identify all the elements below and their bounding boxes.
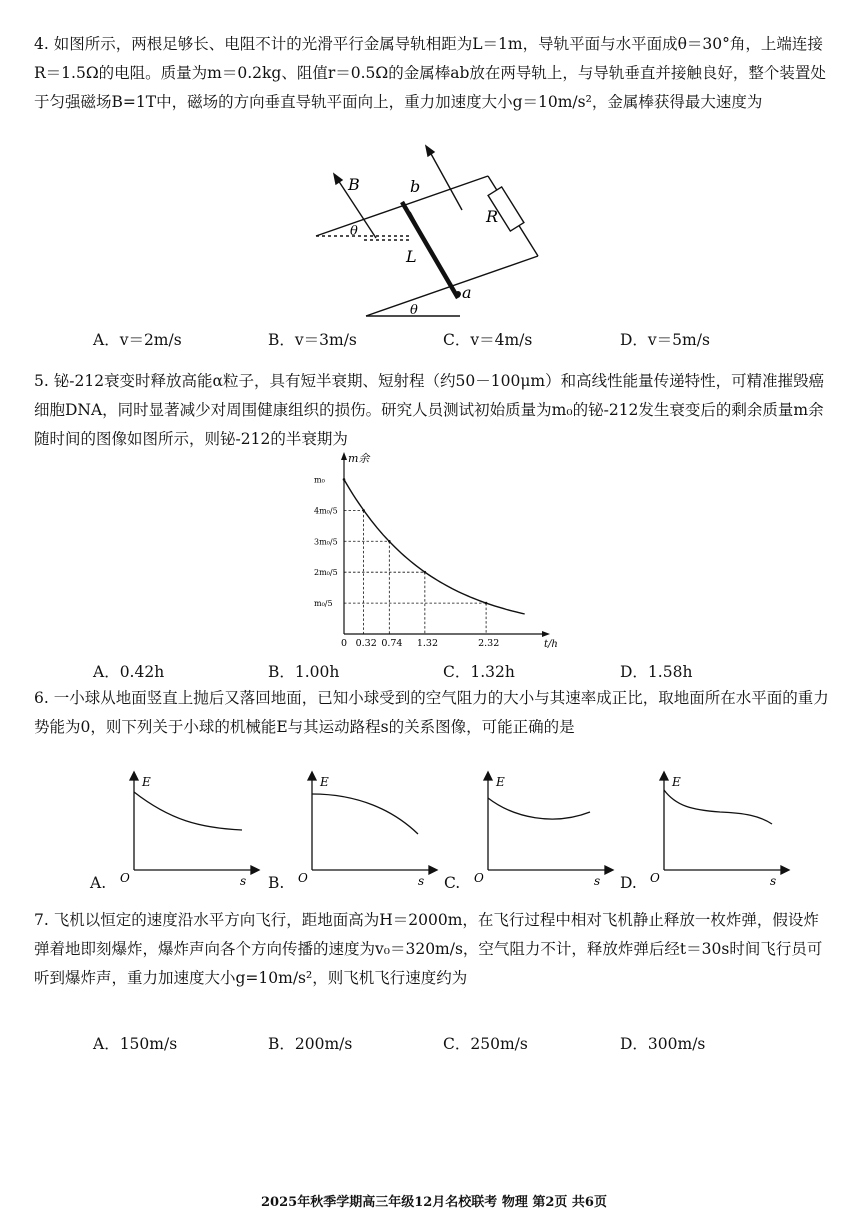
question-7-stem: 飞机以恒定的速度沿水平方向飞行，距地面高为H＝2000m，在飞行过程中相对飞机静止释放一枚炸弹，假设炸弹着地即刻爆炸，爆炸声向各个方向传播的速度为v₀＝320m/s，空气阻力不计，释放炸弹后经t＝30s时间飞行员可听到爆炸声，重力加速度大小g=10m/s²，则飞机飞行速度约为 [34,911,823,987]
data-point-1 [362,509,365,512]
graph-c [444,770,614,895]
y-tick-4: m₀/5 [314,599,333,609]
graph-b-x-label: s [418,874,425,888]
x-tick-3: 1.32 [416,638,439,649]
x-axis-arrow [542,631,550,637]
q7-option-a[interactable]: A．150m/s [93,1035,178,1053]
q6-option-c[interactable]: C. [444,874,461,892]
x-tick-0: 0 [341,638,348,649]
question-4 [34,30,834,117]
y-axis-label: m余 [348,452,370,465]
question-5-stem: 铋-212衰变时释放高能α粒子，具有短半衰期、短射程（约50－100μm）和高线性能量传递特性，可精准摧毁癌细胞DNA，同时显著减少对周围健康组织的损伤。研究人员测试初始质量为m₀的铋-212发生衰变后的剩余质量m余随时间的图像如图所示，则铋-212的半衰期为 [34,372,825,448]
question-4-stem: 如图所示，两根足够长、电阻不计的光滑平行金属导轨相距为L＝1m，导轨平面与水平面成θ＝30°角，上端连接R＝1.5Ω的电阻。质量为m＝0.2kg、阻值r＝0.5Ω的金属棒ab放在两导轨上，与导轨垂直并接触良好，整个装置处于匀强磁场B=1T中，磁场的方向垂直导轨平面向上，重力加速度大小g＝10m/s²，金属棒获得最大速度为 [34,35,826,111]
graph-a-y-label: E [142,775,151,789]
q7-option-b[interactable]: B．200m/s [268,1035,353,1053]
decay-curve [344,480,525,615]
q5-option-b[interactable]: B．1.00h [268,663,340,681]
question-6 [34,684,834,742]
graph-a [90,770,260,895]
graph-a-origin: O [120,871,130,885]
graph-b-origin: O [298,871,308,885]
graph-d-y-label: E [672,775,681,789]
q4-option-b[interactable]: B．v＝3m/s [268,331,357,349]
graph-d [620,770,790,895]
data-point-4 [485,602,488,605]
decay-chart [312,448,558,653]
question-5 [34,367,834,454]
graph-c-x-label: s [594,874,601,888]
y-tick-2: 3m₀/5 [314,537,338,547]
y-tick-3: 2m₀/5 [314,568,338,578]
question-7-number: 7. [34,911,49,929]
data-point-2 [388,540,391,543]
graph-b [268,770,438,895]
y-axis-arrow [341,452,347,460]
x-axis-label: t/h [544,639,558,650]
data-point-3 [424,571,427,574]
q5-option-a[interactable]: A．0.42h [93,663,165,681]
x-tick-4: 2.32 [478,638,500,649]
q7-option-c[interactable]: C．250m/s [443,1035,528,1053]
question-6-stem: 一小球从地面竖直上抛后又落回地面，已知小球受到的空气阻力的大小与其速率成正比，取地面所在水平面的重力势能为0，则下列关于小球的机械能E与其运动路程s的关系图像，可能正确的是 [34,689,829,736]
data-point-0 [343,478,346,481]
x-tick-1: 0.32 [355,638,377,649]
q6-option-d[interactable]: D. [620,874,637,892]
y-tick-1: 4m₀/5 [314,506,338,516]
label-R: R [486,207,499,226]
label-B: B [348,175,360,194]
label-theta-bottom: θ [410,303,418,318]
label-b: b [410,177,421,196]
graph-d-x-label: s [770,874,777,888]
y-tick-0: m₀ [314,475,325,485]
question-4-text [34,30,834,117]
question-4-number: 4. [34,35,49,53]
q5-option-c[interactable]: C．1.32h [443,663,515,681]
rail-circuit-figure [310,140,550,325]
q6-option-a[interactable]: A. [90,874,107,892]
question-7 [34,906,834,993]
q5-option-d[interactable]: D．1.58h [620,663,693,681]
question-5-number: 5. [34,372,49,390]
label-theta-top: θ [350,224,358,239]
graph-d-origin: O [650,871,660,885]
question-6-text [34,684,834,742]
page-footer: 2025年秋季学期高三年级12月名校联考 物理 第2页 共6页 [261,1195,607,1210]
label-L: L [406,247,417,266]
label-a: a [462,283,472,302]
q4-option-a[interactable]: A．v＝2m/s [93,331,182,349]
q7-option-d[interactable]: D．300m/s [620,1035,706,1053]
q4-option-d[interactable]: D．v＝5m/s [620,331,710,349]
graph-b-y-label: E [320,775,329,789]
question-7-text [34,906,834,993]
question-6-number: 6. [34,689,49,707]
q6-option-b[interactable]: B. [268,874,285,892]
graph-a-x-label: s [240,874,247,888]
x-tick-2: 0.74 [381,638,403,649]
graph-c-y-label: E [496,775,505,789]
q4-option-c[interactable]: C．v＝4m/s [443,331,533,349]
question-5-text [34,367,834,454]
graph-c-origin: O [474,871,484,885]
